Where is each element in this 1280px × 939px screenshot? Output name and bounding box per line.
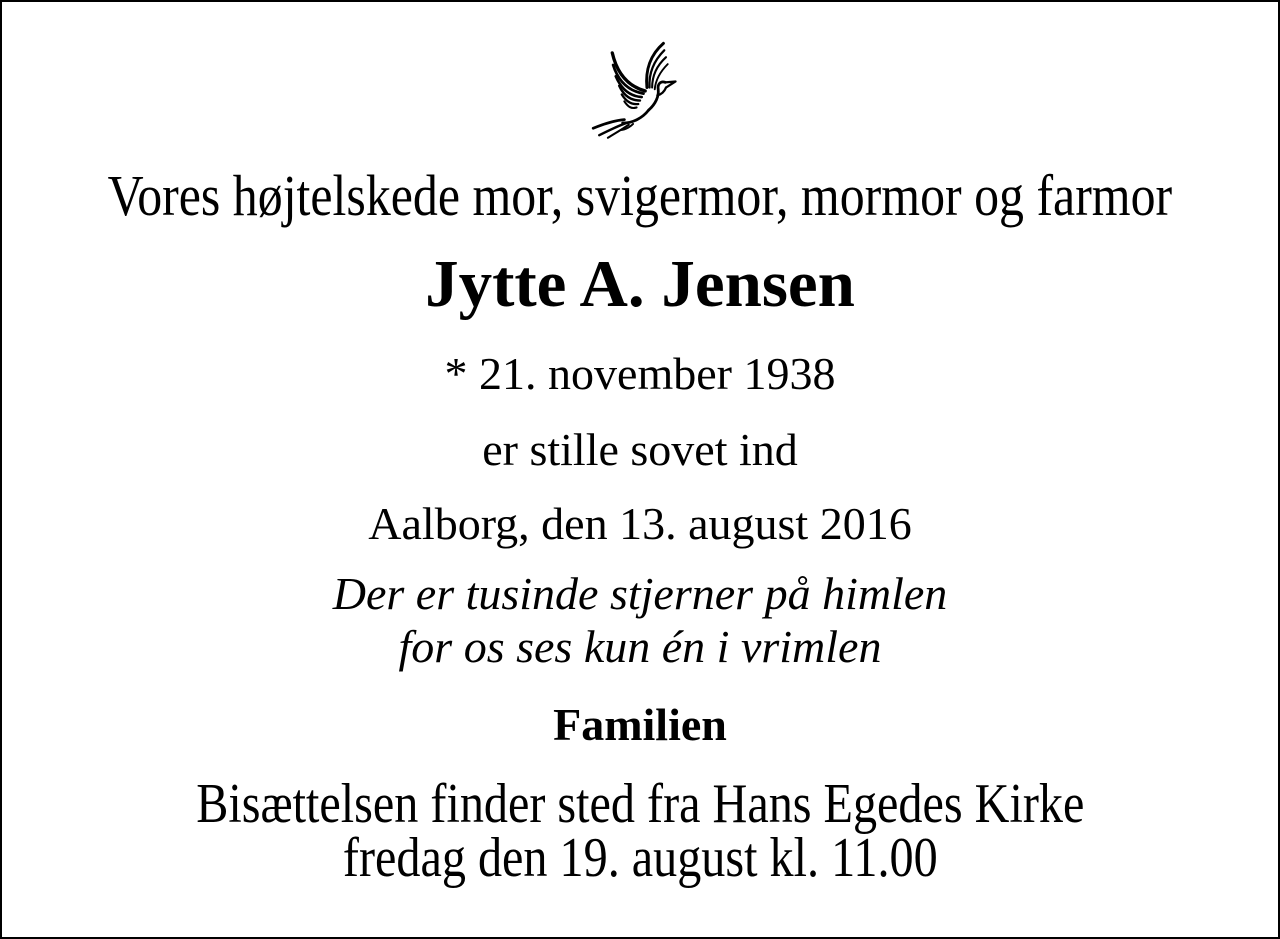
ceremony-line-1: Bisættelsen finder sted fra Hans Egedes Kirke xyxy=(195,773,1085,836)
passing-line: er stille sovet ind xyxy=(482,424,798,476)
deceased-name: Jytte A. Jensen xyxy=(425,246,855,321)
ceremony-line-2: fredag den 19. august kl. 11.00 xyxy=(342,827,938,890)
memorial-verse xyxy=(333,567,948,673)
dove-icon xyxy=(588,36,692,146)
verse-line-2: for os ses kun én i vrimlen xyxy=(398,620,882,672)
birth-date-line: * 21. november 1938 xyxy=(444,347,836,399)
place-and-date-line: Aalborg, den 13. august 2016 xyxy=(368,498,912,550)
signature-line: Familien xyxy=(553,698,727,750)
ceremony-info xyxy=(124,773,1157,890)
verse-line-1: Der er tusinde stjerner på himlen xyxy=(332,567,948,619)
intro-line: Vores højtelskede mor, svigermor, mormor og farmor xyxy=(107,163,1173,228)
